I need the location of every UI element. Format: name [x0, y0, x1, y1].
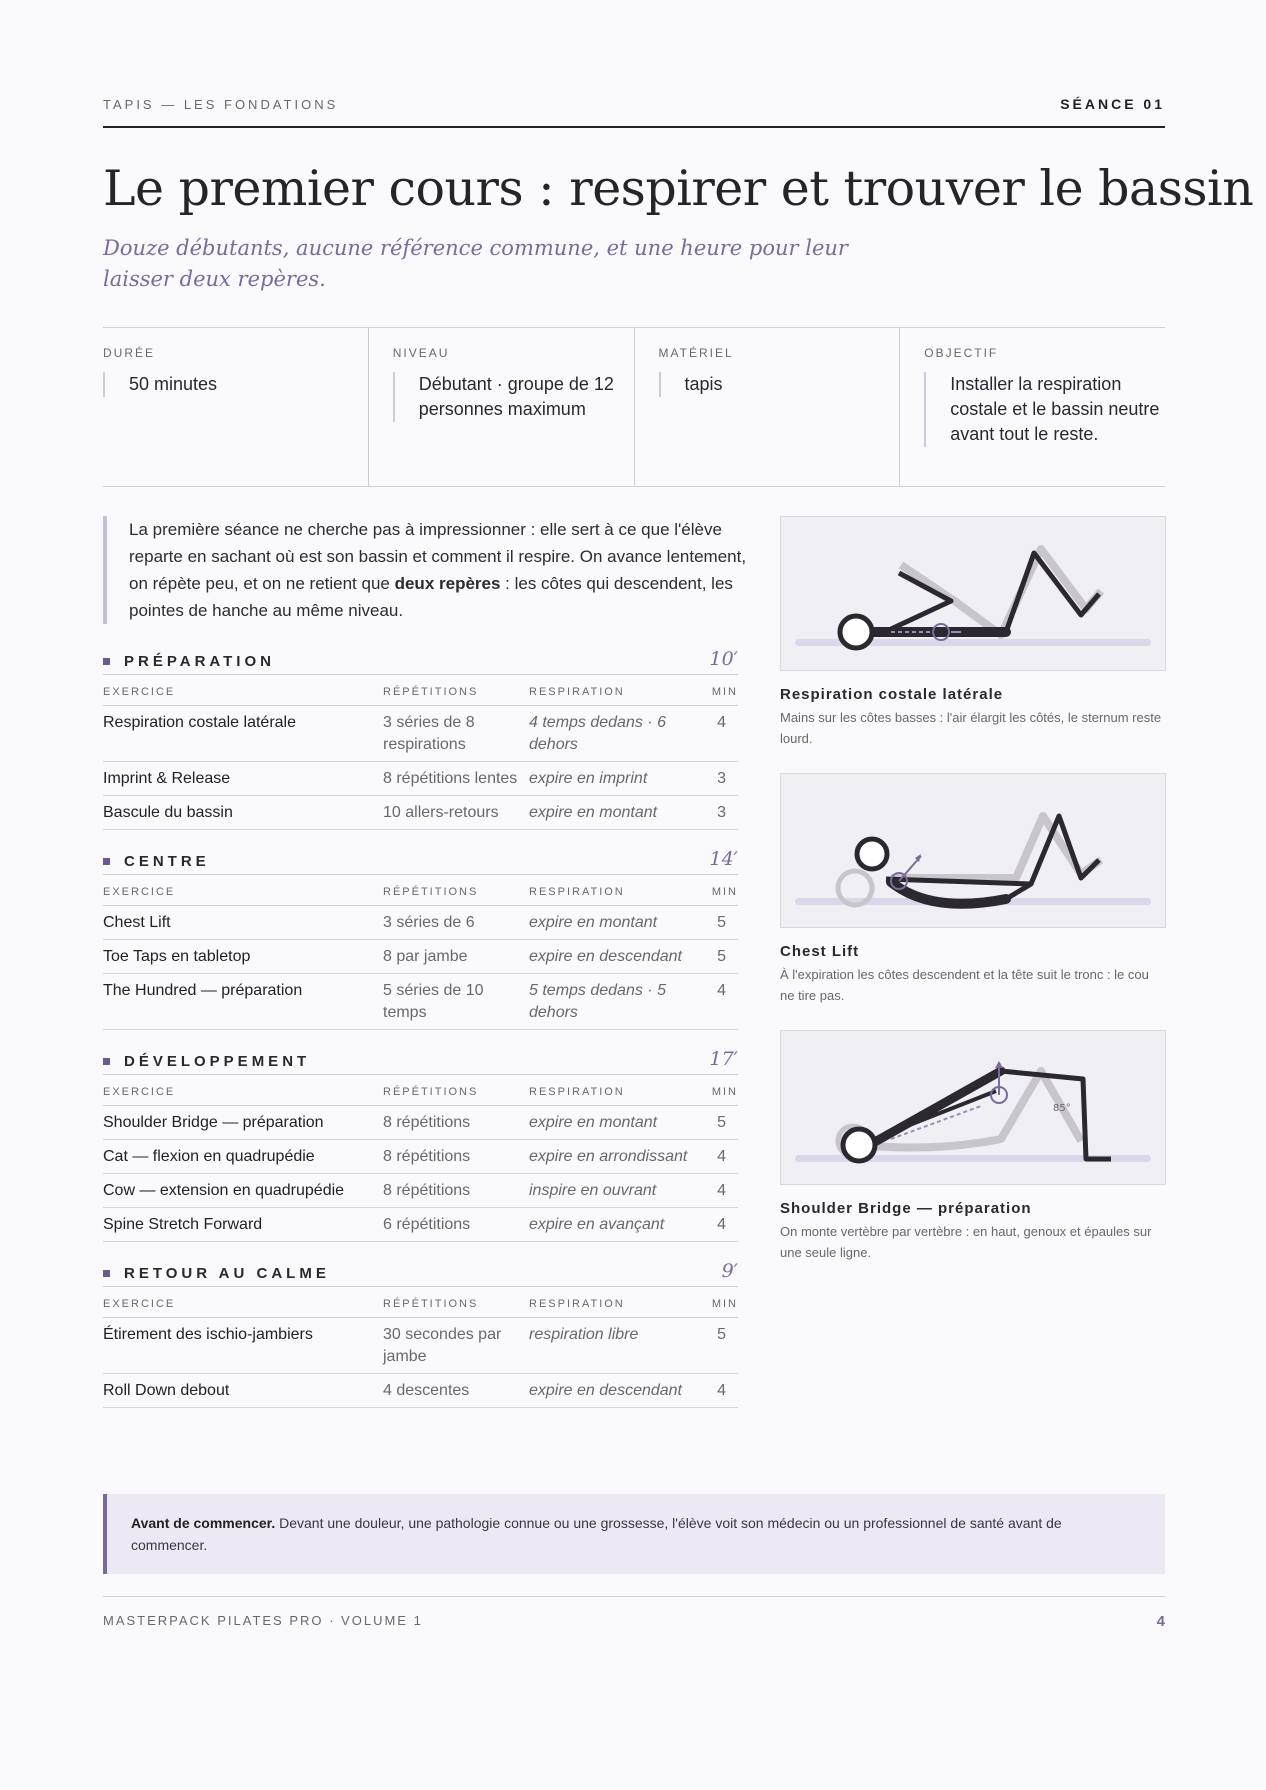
- column-header-exercise: EXERCICE: [103, 675, 383, 706]
- intro-emphasis: deux repères: [394, 574, 501, 593]
- table-row: [103, 706, 738, 762]
- column-header-min: MIN: [699, 1075, 738, 1106]
- column-header-exercise: EXERCICE: [103, 1075, 383, 1106]
- exercise-minutes: 3: [699, 762, 738, 796]
- exercise-minutes: 3: [699, 796, 738, 830]
- exercise-reps: 10 allers-retours: [383, 796, 529, 830]
- exercise-minutes: 4: [699, 1140, 738, 1174]
- exercise-reps: 8 répétitions: [383, 1106, 529, 1140]
- section-title-text: RETOUR AU CALME: [124, 1265, 330, 1282]
- exercise-minutes: 4: [699, 706, 738, 762]
- figure-title: Respiration costale latérale: [780, 686, 1004, 703]
- exercise-reps: 8 répétitions lentes: [383, 762, 529, 796]
- exercise-minutes: 5: [699, 1106, 738, 1140]
- exercise-reps: 4 descentes: [383, 1374, 529, 1408]
- section-title: [103, 853, 210, 870]
- section-header: [103, 1040, 738, 1075]
- section-marker: [103, 1270, 110, 1277]
- exercise-breath: expire en montant: [529, 1106, 699, 1140]
- exercise-reps: 8 répétitions: [383, 1174, 529, 1208]
- intro-text: La première séance ne cherche pas à impressionner : elle sert à ce que l'élève reparte en sachant où est son bassin et comment il respire. On avance lentement, on répète peu, et on ne retient que: [129, 520, 747, 593]
- exercise-name: Bascule du bassin: [103, 796, 383, 830]
- meta-label: OBJECTIF: [924, 346, 999, 360]
- section-title: [103, 1053, 310, 1070]
- section-marker: [103, 858, 110, 865]
- table-row: [103, 906, 738, 940]
- meta-label: MATÉRIEL: [658, 346, 734, 360]
- column-header-breath: RESPIRATION: [529, 1075, 699, 1106]
- intro-paragraph: [103, 516, 749, 624]
- figure-chest-lift: [780, 773, 1166, 1006]
- section-marker: [103, 1058, 110, 1065]
- table-header-row: [103, 1075, 738, 1106]
- table-row: [103, 1140, 738, 1174]
- column-header-breath: RESPIRATION: [529, 675, 699, 706]
- exercise-minutes: 5: [699, 1318, 738, 1374]
- meta-value: 50 minutes: [103, 372, 368, 397]
- section-title: [103, 1265, 330, 1282]
- figure-title: Shoulder Bridge — préparation: [780, 1200, 1032, 1217]
- table-row: [103, 1208, 738, 1242]
- exercise-name: Chest Lift: [103, 906, 383, 940]
- meta-objective: [899, 328, 1165, 486]
- exercise-name: Shoulder Bridge — préparation: [103, 1106, 383, 1140]
- exercise-breath: respiration libre: [529, 1318, 699, 1374]
- meta-equipment: [634, 328, 900, 486]
- exercise-name: Cow — extension en quadrupédie: [103, 1174, 383, 1208]
- exercise-breath: expire en descendant: [529, 940, 699, 974]
- plan-section: [103, 1040, 738, 1242]
- exercise-reps: 6 répétitions: [383, 1208, 529, 1242]
- meta-level: [368, 328, 634, 486]
- note-text: Devant une douleur, une pathologie connue ou une grossesse, l'élève voit son médecin ou un professionnel de santé avant de commencer.: [131, 1515, 1062, 1553]
- column-header-reps: RÉPÉTITIONS: [383, 1075, 529, 1106]
- chapter-kicker: TAPIS — LES FONDATIONS: [103, 96, 339, 112]
- exercise-breath: expire en descendant: [529, 1374, 699, 1408]
- table-row: [103, 1106, 738, 1140]
- figure-caption: Mains sur les côtes basses : l'air élargit les côtés, le sternum reste lourd.: [780, 710, 1162, 746]
- column-header-exercise: EXERCICE: [103, 875, 383, 906]
- section-duration: 9′: [721, 1260, 738, 1282]
- figure-title: Chest Lift: [780, 943, 860, 960]
- meta-value: Débutant · groupe de 12 personnes maximum: [393, 372, 634, 422]
- exercise-reps: 3 séries de 6: [383, 906, 529, 940]
- exercise-breath: 5 temps dedans · 5 dehors: [529, 974, 699, 1030]
- column-header-min: MIN: [699, 1287, 738, 1318]
- session-number: SÉANCE 01: [1060, 96, 1165, 112]
- figures-column: [780, 516, 1166, 1263]
- exercise-minutes: 5: [699, 906, 738, 940]
- exercise-minutes: 4: [699, 1374, 738, 1408]
- exercise-breath: 4 temps dedans · 6 dehors: [529, 706, 699, 762]
- table-row: [103, 1374, 738, 1408]
- plan-section: [103, 1252, 738, 1408]
- meta-duration: [103, 328, 368, 486]
- safety-note: [103, 1494, 1165, 1574]
- figure-caption: On monte vertèbre par vertèbre : en haut, genoux et épaules sur une seule ligne.: [780, 1224, 1152, 1260]
- exercise-reps: 5 séries de 10 temps: [383, 974, 529, 1030]
- meta-label: DURÉE: [103, 346, 156, 360]
- exercise-reps: 3 séries de 8 respirations: [383, 706, 529, 762]
- column-header-breath: RESPIRATION: [529, 1287, 699, 1318]
- exercise-minutes: 4: [699, 974, 738, 1030]
- table-row: [103, 974, 738, 1030]
- session-meta: [103, 327, 1165, 487]
- section-title: [103, 653, 275, 670]
- exercise-breath: inspire en ouvrant: [529, 1174, 699, 1208]
- lateral-breathing-illustration: [780, 516, 1166, 671]
- page-subtitle: Douze débutants, aucune référence commune, et une heure pour leur laisser deux repères.: [103, 236, 848, 291]
- table-row: [103, 1174, 738, 1208]
- exercise-breath: expire en montant: [529, 796, 699, 830]
- column-header-reps: RÉPÉTITIONS: [383, 675, 529, 706]
- section-title-text: CENTRE: [124, 853, 210, 870]
- exercise-name: Spine Stretch Forward: [103, 1208, 383, 1242]
- section-header: [103, 640, 738, 675]
- exercise-breath: expire en montant: [529, 906, 699, 940]
- table-header-row: [103, 675, 738, 706]
- meta-value: Installer la respiration costale et le bassin neutre avant tout le reste.: [924, 372, 1165, 447]
- page-title: Le premier cours : respirer et trouver le bassin: [103, 160, 1254, 217]
- column-header-reps: RÉPÉTITIONS: [383, 875, 529, 906]
- exercise-breath: expire en imprint: [529, 762, 699, 796]
- section-duration: 10′: [709, 648, 738, 670]
- exercise-table: [103, 1075, 738, 1242]
- table-row: [103, 940, 738, 974]
- figure-lateral-breathing: [780, 516, 1166, 749]
- column-header-exercise: EXERCICE: [103, 1287, 383, 1318]
- session-plan: [103, 640, 738, 1418]
- exercise-breath: expire en arrondissant: [529, 1140, 699, 1174]
- note-lead: Avant de commencer.: [131, 1515, 276, 1531]
- chest-lift-illustration: [780, 773, 1166, 928]
- plan-section: [103, 640, 738, 830]
- meta-value: tapis: [659, 372, 900, 397]
- page-number: 4: [1156, 1613, 1165, 1630]
- exercise-table: [103, 1287, 738, 1408]
- exercise-reps: 30 secondes par jambe: [383, 1318, 529, 1374]
- figure-caption: À l'expiration les côtes descendent et la tête suit le tronc : le cou ne tire pas.: [780, 967, 1149, 1003]
- section-header: [103, 840, 738, 875]
- column-header-min: MIN: [699, 675, 738, 706]
- exercise-breath: expire en avançant: [529, 1208, 699, 1242]
- exercise-minutes: 4: [699, 1174, 738, 1208]
- exercise-table: [103, 875, 738, 1030]
- figure-shoulder-bridge: [780, 1030, 1166, 1263]
- intro-text-end: : les côtes qui descendent, les pointes de hanche au même niveau.: [129, 574, 733, 620]
- table-row: [103, 796, 738, 830]
- table-row: [103, 1318, 738, 1374]
- plan-section: [103, 840, 738, 1030]
- section-duration: 17′: [709, 1048, 738, 1070]
- publication-name: MASTERPACK PILATES PRO · VOLUME 1: [103, 1613, 423, 1628]
- table-row: [103, 762, 738, 796]
- table-header-row: [103, 875, 738, 906]
- exercise-name: Étirement des ischio-jambiers: [103, 1318, 383, 1374]
- exercise-minutes: 4: [699, 1208, 738, 1242]
- exercise-name: Respiration costale latérale: [103, 706, 383, 762]
- column-header-reps: RÉPÉTITIONS: [383, 1287, 529, 1318]
- page-footer: [103, 1596, 1165, 1630]
- exercise-reps: 8 répétitions: [383, 1140, 529, 1174]
- column-header-breath: RESPIRATION: [529, 875, 699, 906]
- meta-label: NIVEAU: [392, 346, 450, 360]
- table-header-row: [103, 1287, 738, 1318]
- shoulder-bridge-illustration: [780, 1030, 1166, 1185]
- section-marker: [103, 658, 110, 665]
- exercise-reps: 8 par jambe: [383, 940, 529, 974]
- exercise-table: [103, 675, 738, 830]
- section-duration: 14′: [709, 848, 738, 870]
- section-title-text: DÉVELOPPEMENT: [124, 1053, 311, 1070]
- exercise-minutes: 5: [699, 940, 738, 974]
- column-header-min: MIN: [699, 875, 738, 906]
- exercise-name: The Hundred — préparation: [103, 974, 383, 1030]
- running-header: [103, 96, 1165, 128]
- section-header: [103, 1252, 738, 1287]
- exercise-name: Imprint & Release: [103, 762, 383, 796]
- exercise-name: Roll Down debout: [103, 1374, 383, 1408]
- section-title-text: PRÉPARATION: [124, 653, 275, 670]
- exercise-name: Toe Taps en tabletop: [103, 940, 383, 974]
- exercise-name: Cat — flexion en quadrupédie: [103, 1140, 383, 1174]
- angle-label: 85°: [1053, 1103, 1071, 1114]
